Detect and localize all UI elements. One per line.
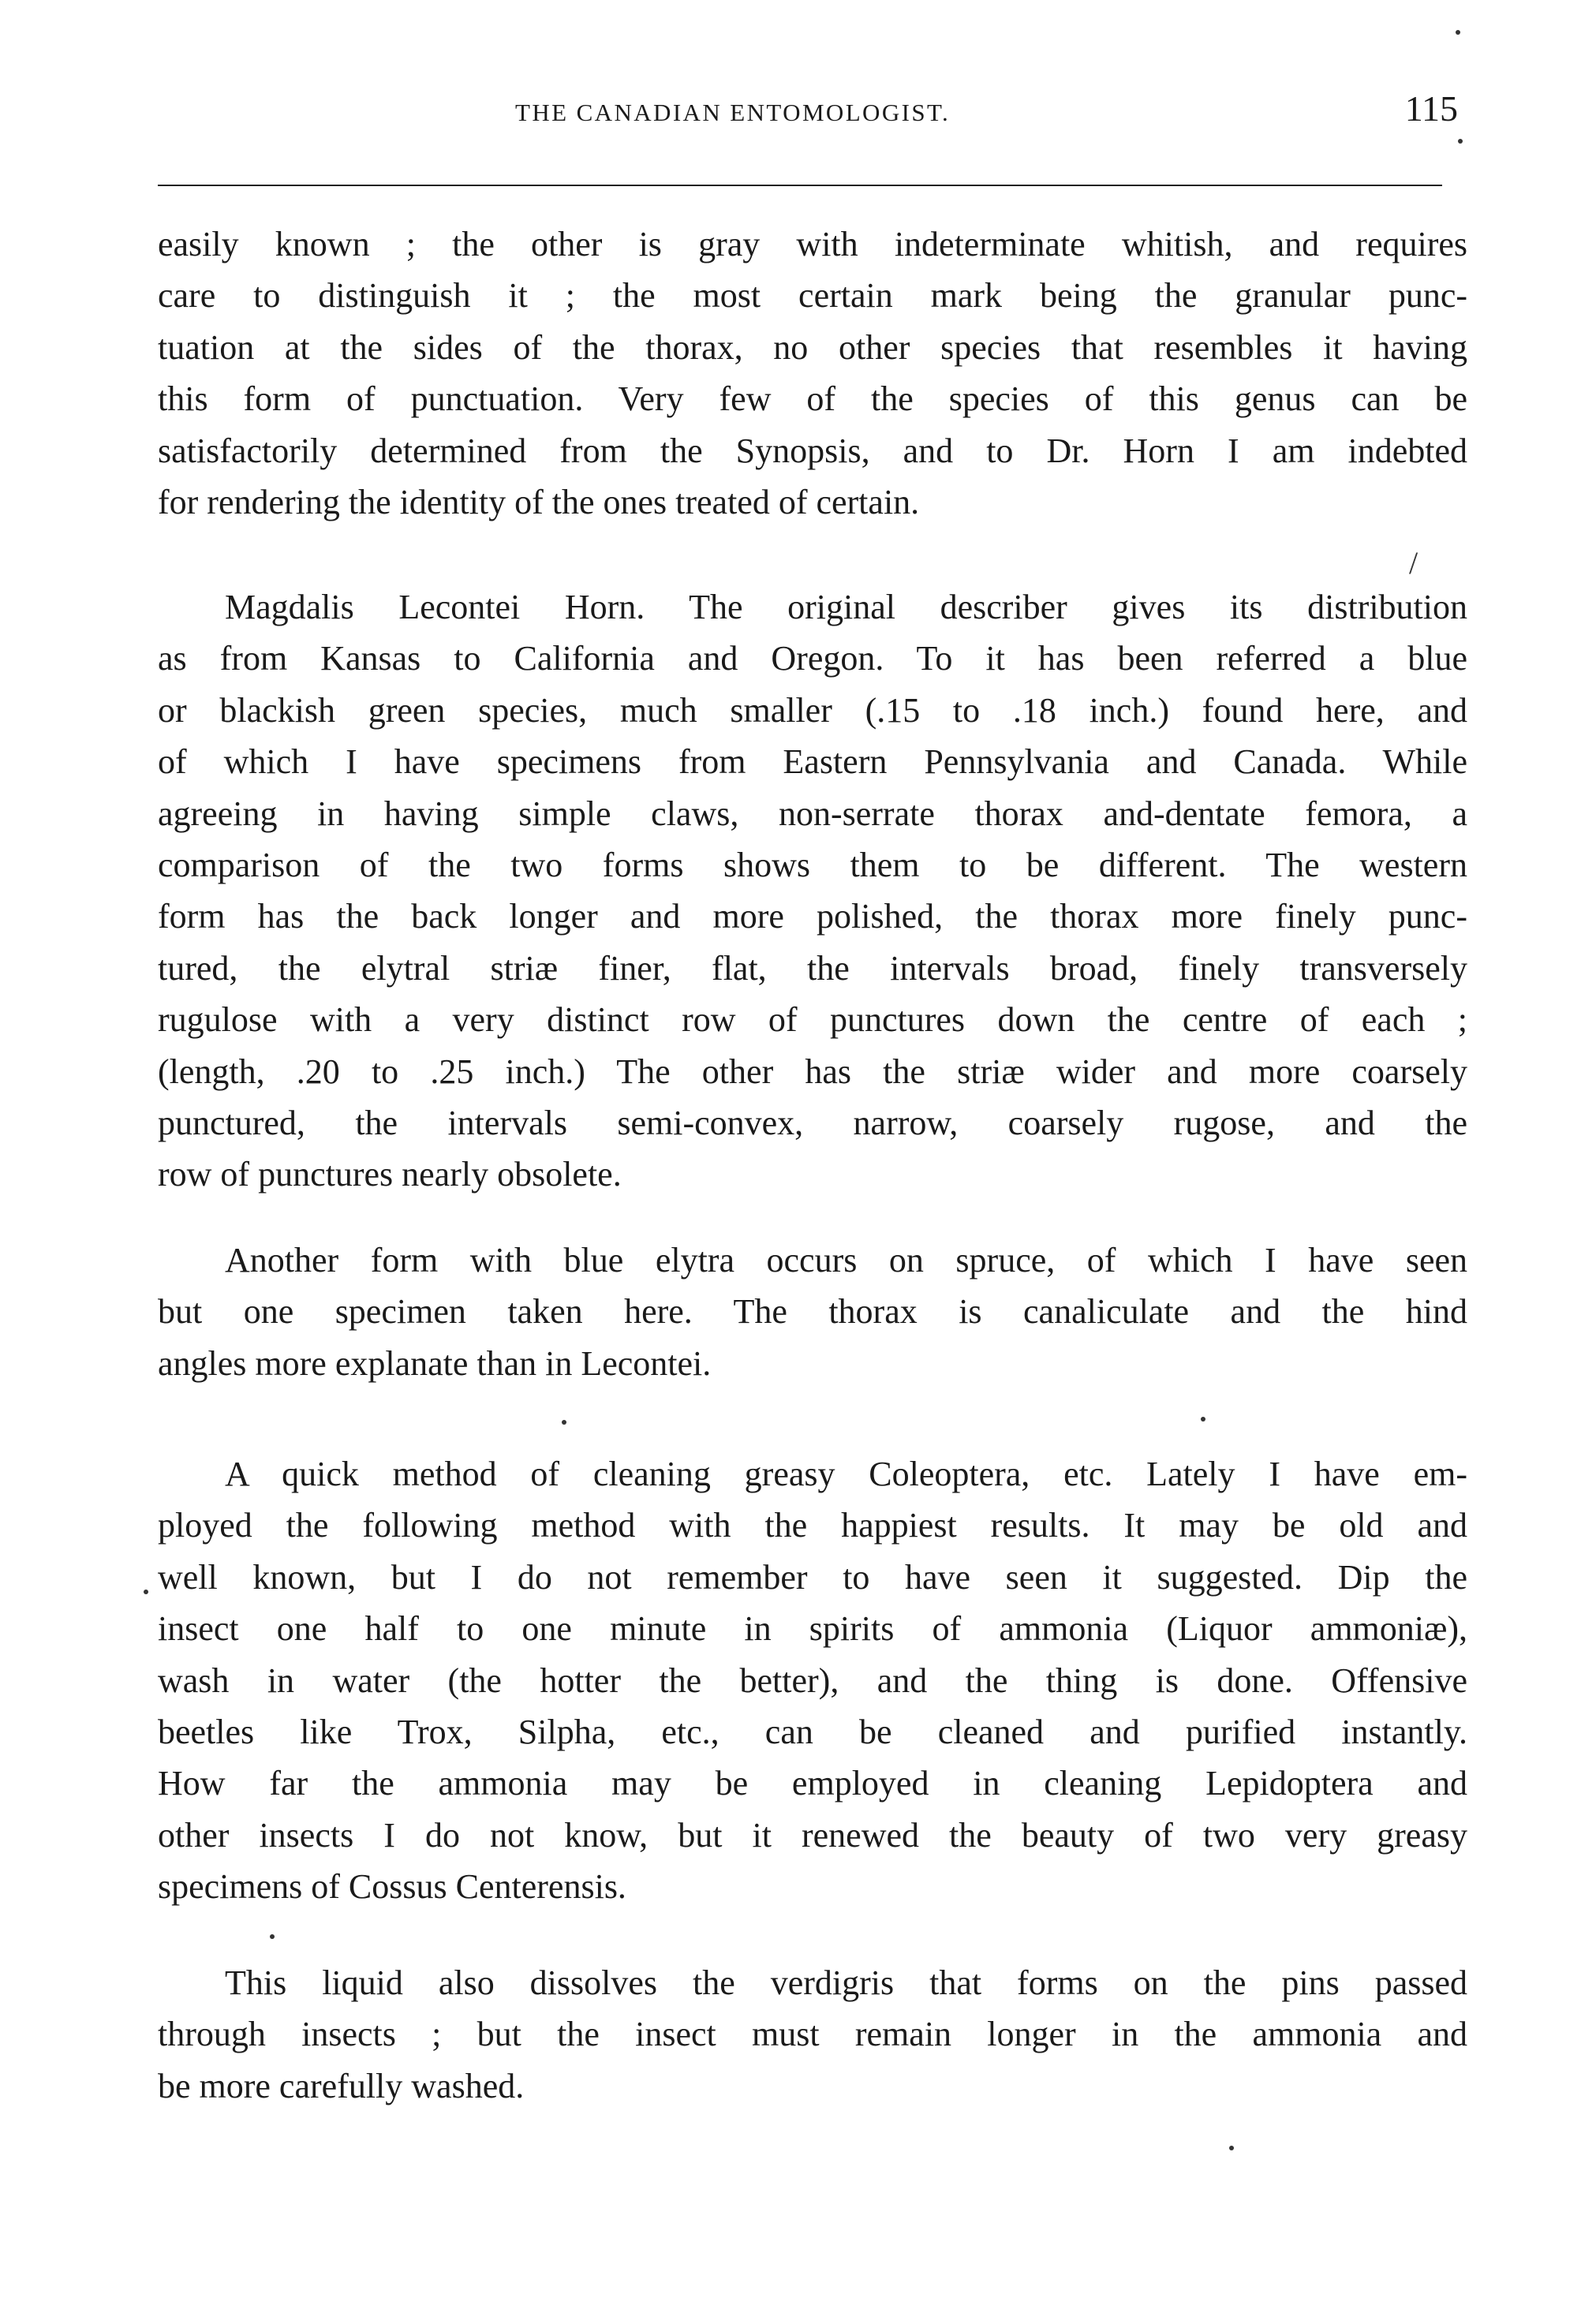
text-line: punctured, the intervals semi-convex, narrow, coarsely rugose, and the: [158, 1104, 1467, 1143]
text-line: this form of punctuation. Very few of the species of this genus can be: [158, 379, 1467, 419]
page-number: 115: [1404, 88, 1458, 129]
text-line: agreeing in having simple claws, non-serrate thorax and-dentate femora, a: [158, 794, 1467, 833]
text-line: other insects I do not know, but it renewed the beauty of two very greasy: [158, 1815, 1467, 1855]
scan-speck: [1458, 139, 1463, 144]
text-line: ployed the following method with the happiest results. It may be old and: [158, 1506, 1467, 1545]
handwritten-tick-mark: /: [1409, 545, 1418, 581]
scan-speck: [1456, 30, 1460, 35]
paragraph-continuation: [158, 219, 1467, 528]
paragraph-quick-method: [158, 1448, 1467, 1913]
text-line: tuation at the sides of the thorax, no other species that resembles it having: [158, 327, 1467, 367]
text-line: angles more explanate than in Lecontei.: [158, 1343, 712, 1383]
text-line: care to distinguish it ; the most certain mark being the granular punc-: [158, 276, 1467, 316]
paragraph-magdalis-lecontei: [158, 581, 1467, 1201]
text-line: wash in water (the hotter the better), and the thing is done. Offensive: [158, 1661, 1467, 1700]
scan-speck: [1201, 1417, 1205, 1422]
text-line: satisfactorily determined from the Synopsis, and to Dr. Horn I am indebted: [158, 431, 1467, 470]
text-line: row of punctures nearly obsolete.: [158, 1155, 622, 1194]
text-line: form has the back longer and more polished, the thorax more finely punc-: [158, 897, 1467, 936]
text-line: be more carefully washed.: [158, 2066, 525, 2105]
text-line: comparison of the two forms shows them to be different. The western: [158, 846, 1467, 885]
scan-speck: [1229, 2146, 1234, 2150]
text-line: but one specimen taken here. The thorax is canaliculate and the hind: [158, 1292, 1467, 1332]
running-header-title: THE CANADIAN ENTOMOLOGIST.: [515, 99, 951, 126]
text-line: well known, but I do not remember to have seen it suggested. Dip the: [158, 1557, 1467, 1597]
text-line: insect one half to one minute in spirits of ammonia (Liquor ammoniæ),: [158, 1609, 1467, 1649]
text-line: This liquid also dissolves the verdigris that forms on the pins passed: [225, 1963, 1467, 2002]
scan-speck: [562, 1420, 566, 1425]
text-line: How far the ammonia may be employed in cleaning Lepidoptera and: [158, 1764, 1467, 1803]
text-line: tured, the elytral striæ finer, flat, the intervals broad, finely transversely: [158, 948, 1467, 988]
text-line: (length, .20 to .25 inch.) The other has the striæ wider and more coarsely: [158, 1052, 1467, 1091]
text-line: rugulose with a very distinct row of punctures down the centre of each ;: [158, 1000, 1467, 1040]
scan-speck: [144, 1590, 148, 1594]
text-line: A quick method of cleaning greasy Coleoptera, etc. Lately I have em-: [225, 1455, 1467, 1493]
text-line: specimens of Cossus Centerensis.: [158, 1867, 626, 1907]
header-rule: [158, 185, 1442, 186]
text-line: beetles like Trox, Silpha, etc., can be cleaned and purified instantly.: [158, 1713, 1467, 1752]
text-line: easily known ; the other is gray with indeterminate whitish, and requires: [158, 225, 1467, 263]
text-line: of which I have specimens from Eastern Pennsylvania and Canada. While: [158, 742, 1467, 782]
paragraph-this-liquid: [158, 1957, 1467, 2112]
text-line: for rendering the identity of the ones treated of certain.: [158, 483, 920, 522]
text-line: as from Kansas to California and Oregon. To it has been referred a blue: [158, 639, 1467, 678]
text-line: through insects ; but the insect must remain longer in the ammonia and: [158, 2015, 1467, 2054]
text-line: Magdalis Lecontei Horn. The original describer gives its distribution: [225, 588, 1467, 626]
text-line: Another form with blue elytra occurs on spruce, of which I have seen: [225, 1241, 1467, 1280]
text-line: or blackish green species, much smaller (.15 to .18 inch.) found here, and: [158, 690, 1467, 730]
paragraph-another-form: [158, 1235, 1467, 1389]
scan-speck: [270, 1934, 275, 1939]
